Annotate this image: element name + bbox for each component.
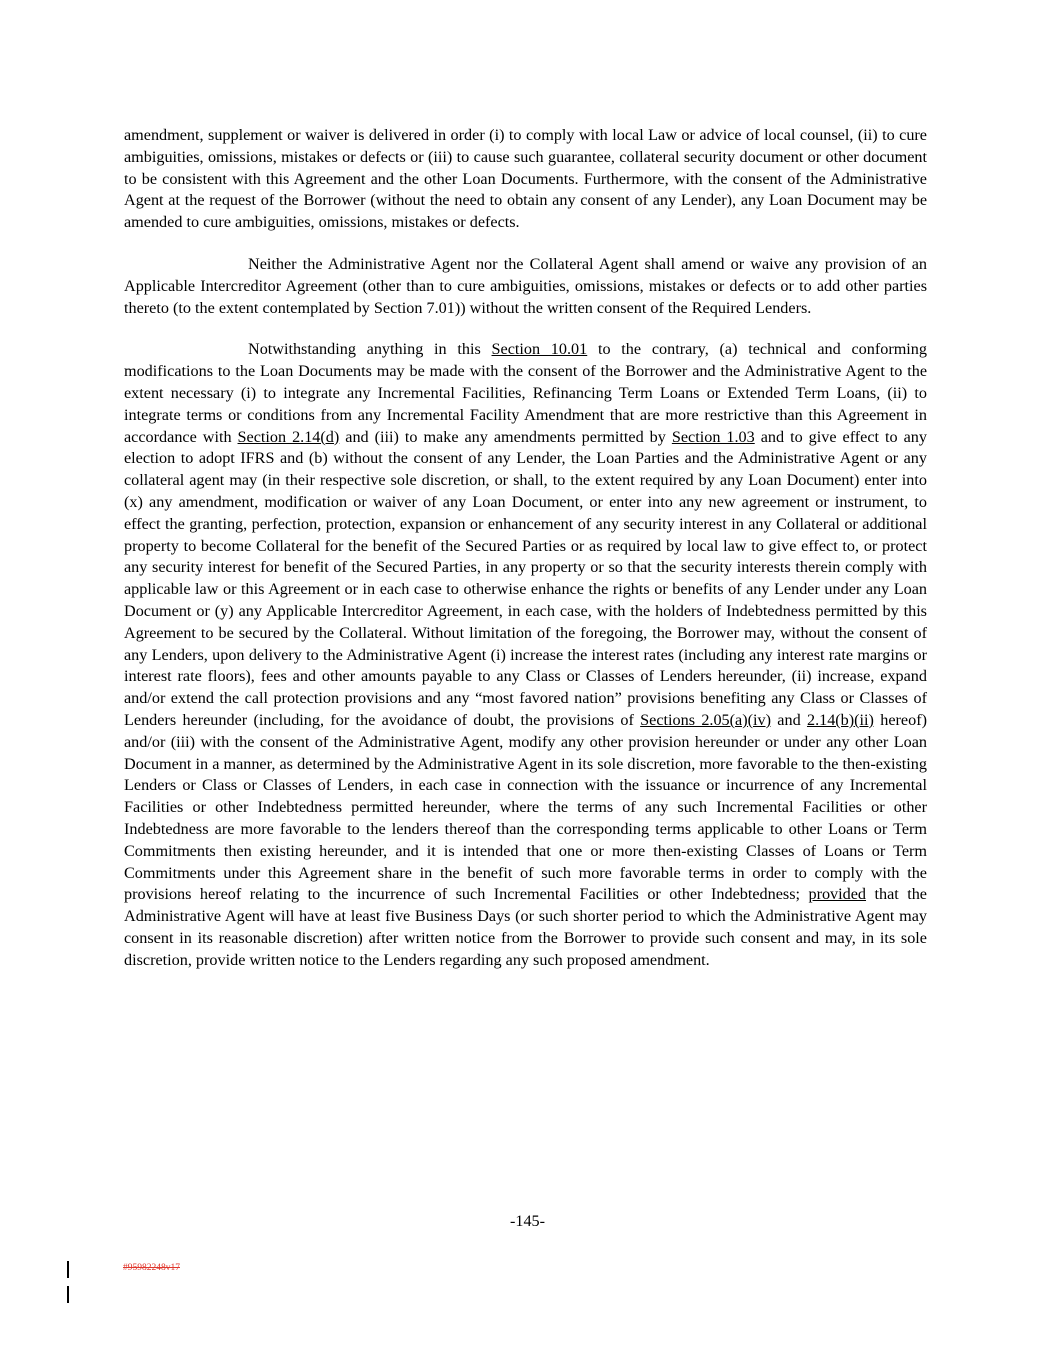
revision-change-bar [67, 1261, 69, 1278]
paragraph-text: and [770, 710, 807, 729]
section-reference: Sections 2.05(a)(iv) [640, 710, 771, 729]
paragraph-text: hereof) and/or (iii) with the consent of the Administrative Agent, modify any other provision hereunder or under any other Loan Document in a manner, as determined by the Administrative Agent in its sole discretion, more favorable to the then-existing Lenders or Class or Classes of Lenders, in each case in connection with the issuance or incurrence of any Incremental Facilities or other Indebtedness permitted hereunder, where the terms of any such Incremental Facilities or other Indebtedness are more favorable to the lenders thereof than the corresponding terms applicable to other Loans or Term Commitments then existing hereunder, and it is intended that one or more then-existing Classes of Loans or Term Commitments under this Agreement share in the benefit of such more favorable terms in order to comply with the provisions hereof relating to the incurrence of such Incremental Facilities or other Indebtedness; [124, 710, 927, 904]
paragraph-intercreditor: Neither the Administrative Agent nor the Collateral Agent shall amend or waive any provision of an Applicable Intercreditor Agreement (other than to cure ambiguities, omissions, mistakes or defects or to add other parties thereto (to the extent contemplated by Section 7.01)) without the written consent of the Required Lenders. [124, 254, 927, 317]
page-number: -145- [509, 1212, 546, 1230]
paragraph-text: and (iii) to make any amendments permitted by [339, 427, 672, 446]
paragraph-text: and to give effect to any election to adopt IFRS and (b) without the consent of any Lender, the Loan Parties and the Administrative Agent or any collateral agent may (in their respective sole discretion, or shall, to the extent required by any Loan Document) enter into (x) any amendment, modification or waiver of any Loan Document, or enter into any new agreement or instrument, to effect the granting, perfection, protection, expansion or enhancement of any security interest in any Collateral or additional property to become Collateral for the benefit of the Secured Parties or as required by local law to give effect to, or protect any security interest for benefit of the Secured Parties, in any property or so that the security interests therein comply with applicable law or this Agreement or in each case to otherwise enhance the rights or benefits of any Lender under any Loan Document or (y) any Applicable Intercreditor Agreement, in each case, with the holders of Indebtedness permitted by this Agreement to be secured by the Collateral. Without limitation of the foregoing, the Borrower may, without the consent of any Lenders, upon delivery to the Administrative Agent (i) increase the interest rates (including any interest rate margins or interest rate floors), fees and other amounts payable to any Class or Classes of Lenders hereunder, (ii) increase, expand and/or extend the call protection provisions and any “most favored nation” provisions benefiting any Class or Classes of Lenders hereunder (including, for the avoidance of doubt, the provisions of [124, 427, 927, 729]
paragraph-text: to the contrary, (a) technical and conforming modifications to the Loan Documents may be made with the consent of the Borrower and the Administrative Agent to the extent necessary (i) to integrate any Incremental Facilities, Refinancing Term Loans or Extended Term Loans, (ii) to integrate terms or conditions from any Incremental Facility Amendment that are more restrictive than this Agreement in accordance with [124, 340, 927, 446]
paragraph-notwithstanding [124, 339, 927, 971]
section-reference: Section 10.01 [491, 340, 588, 359]
provided-term: provided [808, 885, 867, 904]
document-body [124, 125, 927, 991]
section-reference: 2.14(b)(ii) [806, 710, 874, 729]
revision-change-bar [67, 1286, 69, 1303]
paragraph-text: that the Administrative Agent will have at least five Business Days (or such shorter period to which the Administrative Agent may consent in its reasonable discretion) after written notice from the Borrower to provide such consent and may, in its sole discretion, provide written notice to the Lenders regarding any such proposed amendment. [124, 885, 927, 969]
document-id: #95982248v17 [123, 1263, 180, 1273]
paragraph-text: Notwithstanding anything in this [248, 340, 492, 359]
paragraph-amendment-cure: amendment, supplement or waiver is delivered in order (i) to comply with local Law or advice of local counsel, (ii) to cure ambiguities, omissions, mistakes or defects or (iii) to cause such guarantee, collateral security document or other document to be consistent with this Agreement and the other Loan Documents. Furthermore, with the consent of the Administrative Agent at the request of the Borrower (without the need to obtain any consent of any Lender), any Loan Document may be amended to cure ambiguities, omissions, mistakes or defects. [124, 126, 927, 232]
section-reference: Section 1.03 [671, 427, 755, 446]
section-reference: Section 2.14(d) [237, 427, 340, 446]
